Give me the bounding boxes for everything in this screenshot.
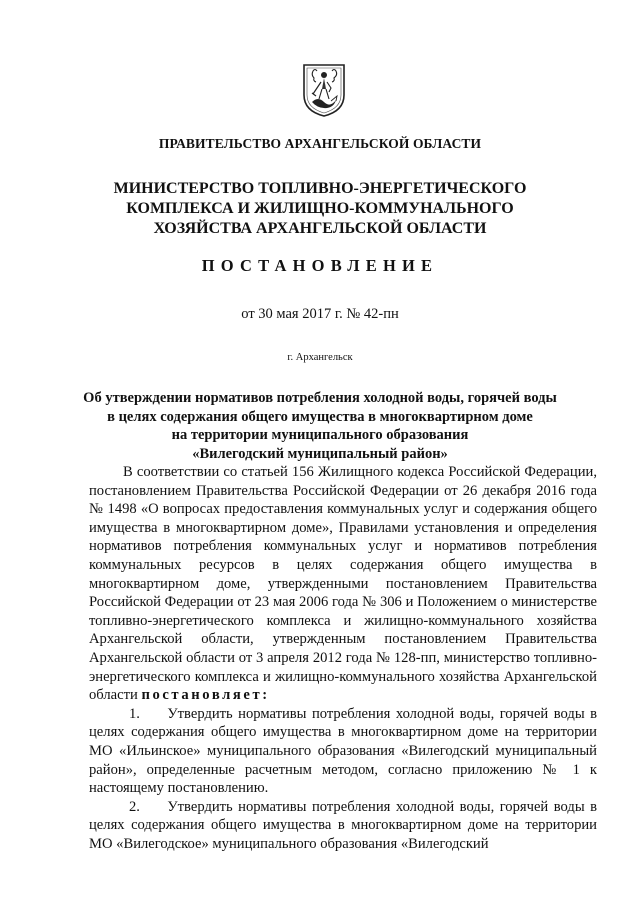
preamble-text: В соответствии со статьей 156 Жилищного кодекса Российской Федерации, постановлением Правительства Российской Федерации от 26 декабря 2016 года № 1498 «О вопросах предоставления коммунальных услуг и содержания общего имущества в многоквартирном доме», Правилами установления и определения нормативов потребления коммунальных услуг и нормативов потребления коммунальных ресурсов в целях содержания общего имущества в многоквартирном доме, утвержденными постановлением Правительства Российской Федерации от 23 мая 2006 года № 306 и Положением о министерстве топливно-энергетического комплекса и жилищно-коммунального хозяйства Архангельской области, утвержденным постановлением Правительства Архангельской области от 3 апреля 2012 года № 128-пп, министерство топливно-энергетического комплекса и жилищно-коммунального хозяйства Архангельской области (89, 464, 597, 704)
decree-date-number: от 30 мая 2017 г. № 42-пн (241, 306, 399, 322)
item-number: 2. (129, 798, 140, 815)
list-item (89, 705, 597, 798)
decree-body (89, 463, 597, 853)
preamble-paragraph (89, 463, 597, 705)
ministry-heading (0, 179, 640, 239)
item-text: Утвердить нормативы потребления холодной воды, горячей воды в целях содержания общего имущества в многоквартирном доме на территории МО «Вилегодское» муниципального образования «Вилегодский (89, 798, 597, 852)
subject-line: на территории муниципального образования (171, 427, 469, 443)
resolves-phrase: постановляет: (141, 687, 270, 704)
issue-city: г. Архангельск (287, 352, 353, 363)
item-number: 1. (129, 705, 140, 722)
decree-subject (0, 389, 640, 463)
ministry-line: КОМПЛЕКСА И ЖИЛИЩНО-КОММУНАЛЬНОГО (126, 200, 514, 217)
item-text: Утвердить нормативы потребления холодной воды, горячей воды в целях содержания общего имущества в многоквартирном доме на территории МО «Ильинское» муниципального образования «Вилегодский муниципальный район», определенные расчетным методом, согласно приложению № 1 к настоящему постановлению. (89, 705, 597, 797)
subject-line: в целях содержания общего имущества в многоквартирном доме (107, 408, 533, 425)
decree-title: ПОСТАНОВЛЕНИЕ (201, 256, 439, 275)
subject-line: «Вилегодский муниципальный район» (192, 445, 448, 462)
government-heading: ПРАВИТЕЛЬСТВО АРХАНГЕЛЬСКОЙ ОБЛАСТИ (158, 136, 482, 151)
list-item (89, 798, 597, 854)
coat-of-arms-emblem (301, 62, 347, 118)
ministry-line: ХОЗЯЙСТВА АРХАНГЕЛЬСКОЙ ОБЛАСТИ (153, 220, 487, 237)
ministry-line: МИНИСТЕРСТВО ТОПЛИВНО-ЭНЕРГЕТИЧЕСКОГО (113, 180, 527, 197)
subject-line: Об утверждении нормативов потребления холодной воды, горячей воды (83, 390, 557, 406)
